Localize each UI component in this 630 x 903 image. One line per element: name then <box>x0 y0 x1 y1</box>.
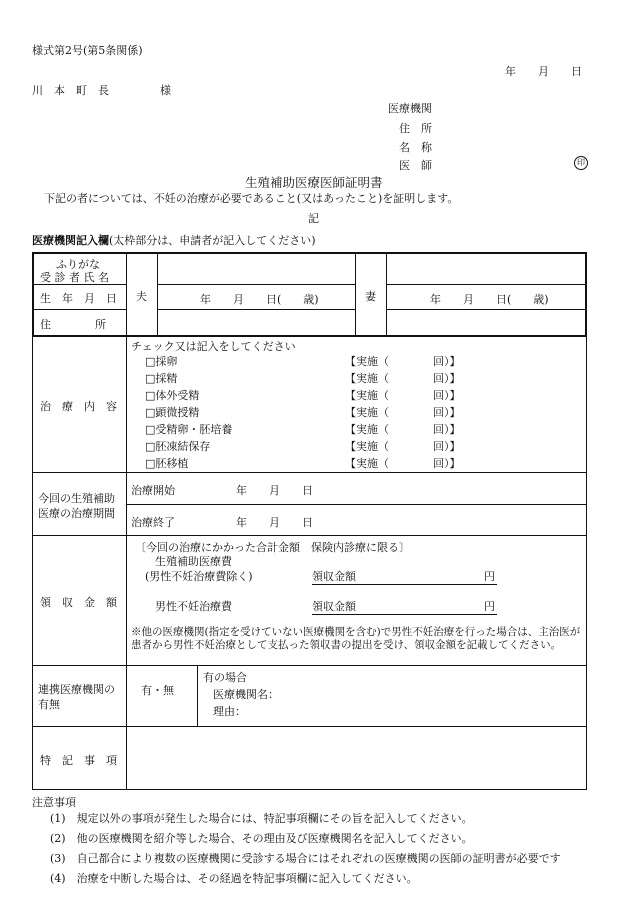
note-item: (1) 規定以外の事項が発生した場合には、特記事項欄にその旨を記入してください。 <box>50 812 473 825</box>
amount-item2-title: 男性不妊治療費 <box>155 600 232 613</box>
amount-item1-title: 生殖補助医療費 <box>155 555 232 568</box>
wife-dob-field[interactable]: 年 月 日( 歳) <box>430 293 549 306</box>
husband-dob-field[interactable]: 年 月 日( 歳) <box>200 293 319 306</box>
notes-title: 注意事項 <box>32 796 76 809</box>
receipt-amount-field-1[interactable] <box>312 568 497 585</box>
institution-label: 医療機関 <box>388 102 432 115</box>
treatment-item-embryo-transfer[interactable]: □胚移植 <box>145 457 189 470</box>
treatment-item-embryo-freezing[interactable]: □胚凍結保存 <box>145 440 211 453</box>
intro-text: 下記の者については、不妊の治療が必要であること(又はあったこと)を証明します。 <box>44 192 459 205</box>
note-item: (3) 自己都合により複数の医療機関に受診する場合にはそれぞれの医療機関の医師の証明書が必要です <box>50 852 561 865</box>
amount-item1-note: (男性不妊治療費除く) <box>145 570 253 583</box>
start-date-field[interactable]: 年 月 日 <box>236 484 313 497</box>
amount-note: ※他の医療機関(指定を受けていない医療機関を含む)で男性不妊治療を行った場合は、主治医が患者から男性不妊治療として支払った領収書の提出を受け、領収金額を記載してください。 <box>131 626 581 651</box>
impl-count-field[interactable]: 【実施（ 回）】 <box>345 440 461 453</box>
yen-label: 円 <box>484 600 495 613</box>
receipt-label: 領収金額 <box>312 570 356 583</box>
ki-mark: 記 <box>308 212 319 225</box>
treatment-list <box>145 353 232 472</box>
partner-label-line2: 有無 <box>38 698 60 711</box>
partner-choice[interactable]: 有・無 <box>141 684 174 697</box>
patient-name-label: 受 診 者 氏 名 <box>40 271 109 284</box>
note-item: (2) 他の医療機関を紹介等した場合、その理由及び医療機関名を記入してください。 <box>50 832 473 845</box>
impl-count-field[interactable]: 【実施（ 回）】 <box>345 423 461 436</box>
institution-name-label: 名 称 <box>399 141 432 154</box>
dob-label: 生 年 月 日 <box>40 292 117 305</box>
amount-header: 〔今回の治療にかかった合計金額 保険内診療に限る〕 <box>135 541 410 554</box>
impl-count-field[interactable]: 【実施（ 回）】 <box>345 389 461 402</box>
special-notes-field[interactable] <box>128 728 584 788</box>
special-label: 特 記 事 項 <box>40 754 117 767</box>
addressee: 川 本 町 長 <box>32 84 109 97</box>
treatment-instruction: チェック又は記入をしてください <box>131 340 296 353</box>
impl-count-field[interactable]: 【実施（ 回）】 <box>345 355 461 368</box>
furigana-label: ふりがな <box>56 258 100 271</box>
treatment-item-icsi[interactable]: □顕微授精 <box>145 406 200 419</box>
partner-institution-label: 医療機関名： <box>213 688 279 701</box>
treatment-item-ivf[interactable]: □体外受精 <box>145 389 200 402</box>
form-number: 様式第2号(第5条関係) <box>32 44 143 57</box>
section-note: (太枠部分は、申請者が記入してください) <box>109 234 316 247</box>
period-label-line2: 医療の治療期間 <box>38 507 115 520</box>
partner-label-line1: 連携医療機関の <box>38 683 115 696</box>
period-label-line1: 今回の生殖補助 <box>38 492 115 505</box>
impl-count-field[interactable]: 【実施（ 回）】 <box>345 406 461 419</box>
doctor-label: 医 師 <box>399 159 432 172</box>
date-line: 年 月 日 <box>505 65 582 78</box>
husband-label: 夫 <box>136 290 147 303</box>
treatment-item-egg-retrieval[interactable]: □採卵 <box>145 355 178 368</box>
institution-address-label: 住 所 <box>399 122 432 135</box>
yen-label: 円 <box>484 570 495 583</box>
treatment-item-sperm-collection[interactable]: □採精 <box>145 372 178 385</box>
notes-list <box>50 812 561 892</box>
start-label: 治療開始 <box>131 484 175 497</box>
end-label: 治療終了 <box>131 516 175 529</box>
treatment-impl-list <box>345 353 461 472</box>
impl-count-field[interactable]: 【実施（ 回）】 <box>345 372 461 385</box>
address-label: 住 所 <box>40 318 106 331</box>
treatment-label: 治 療 内 容 <box>40 400 117 413</box>
section-heading-text: 医療機関記入欄 <box>32 234 109 247</box>
document-title: 生殖補助医療医師証明書 <box>245 175 383 190</box>
amount-label: 領 収 金 額 <box>40 596 117 609</box>
wife-label: 妻 <box>365 290 376 303</box>
receipt-amount-field-2[interactable] <box>312 598 497 615</box>
seal-icon: 印 <box>574 156 588 170</box>
end-date-field[interactable]: 年 月 日 <box>236 516 313 529</box>
if-yes-label: 有の場合 <box>203 671 247 684</box>
partner-reason-label: 理由： <box>213 705 246 718</box>
impl-count-field[interactable]: 【実施（ 回）】 <box>345 457 461 470</box>
receipt-label: 領収金額 <box>312 600 356 613</box>
note-item: (4) 治療を中断した場合は、その経過を特記事項欄に記入してください。 <box>50 872 418 885</box>
treatment-item-embryo-culture[interactable]: □受精卵・胚培養 <box>145 423 233 436</box>
honorific: 様 <box>160 84 171 97</box>
section-heading <box>32 232 316 248</box>
